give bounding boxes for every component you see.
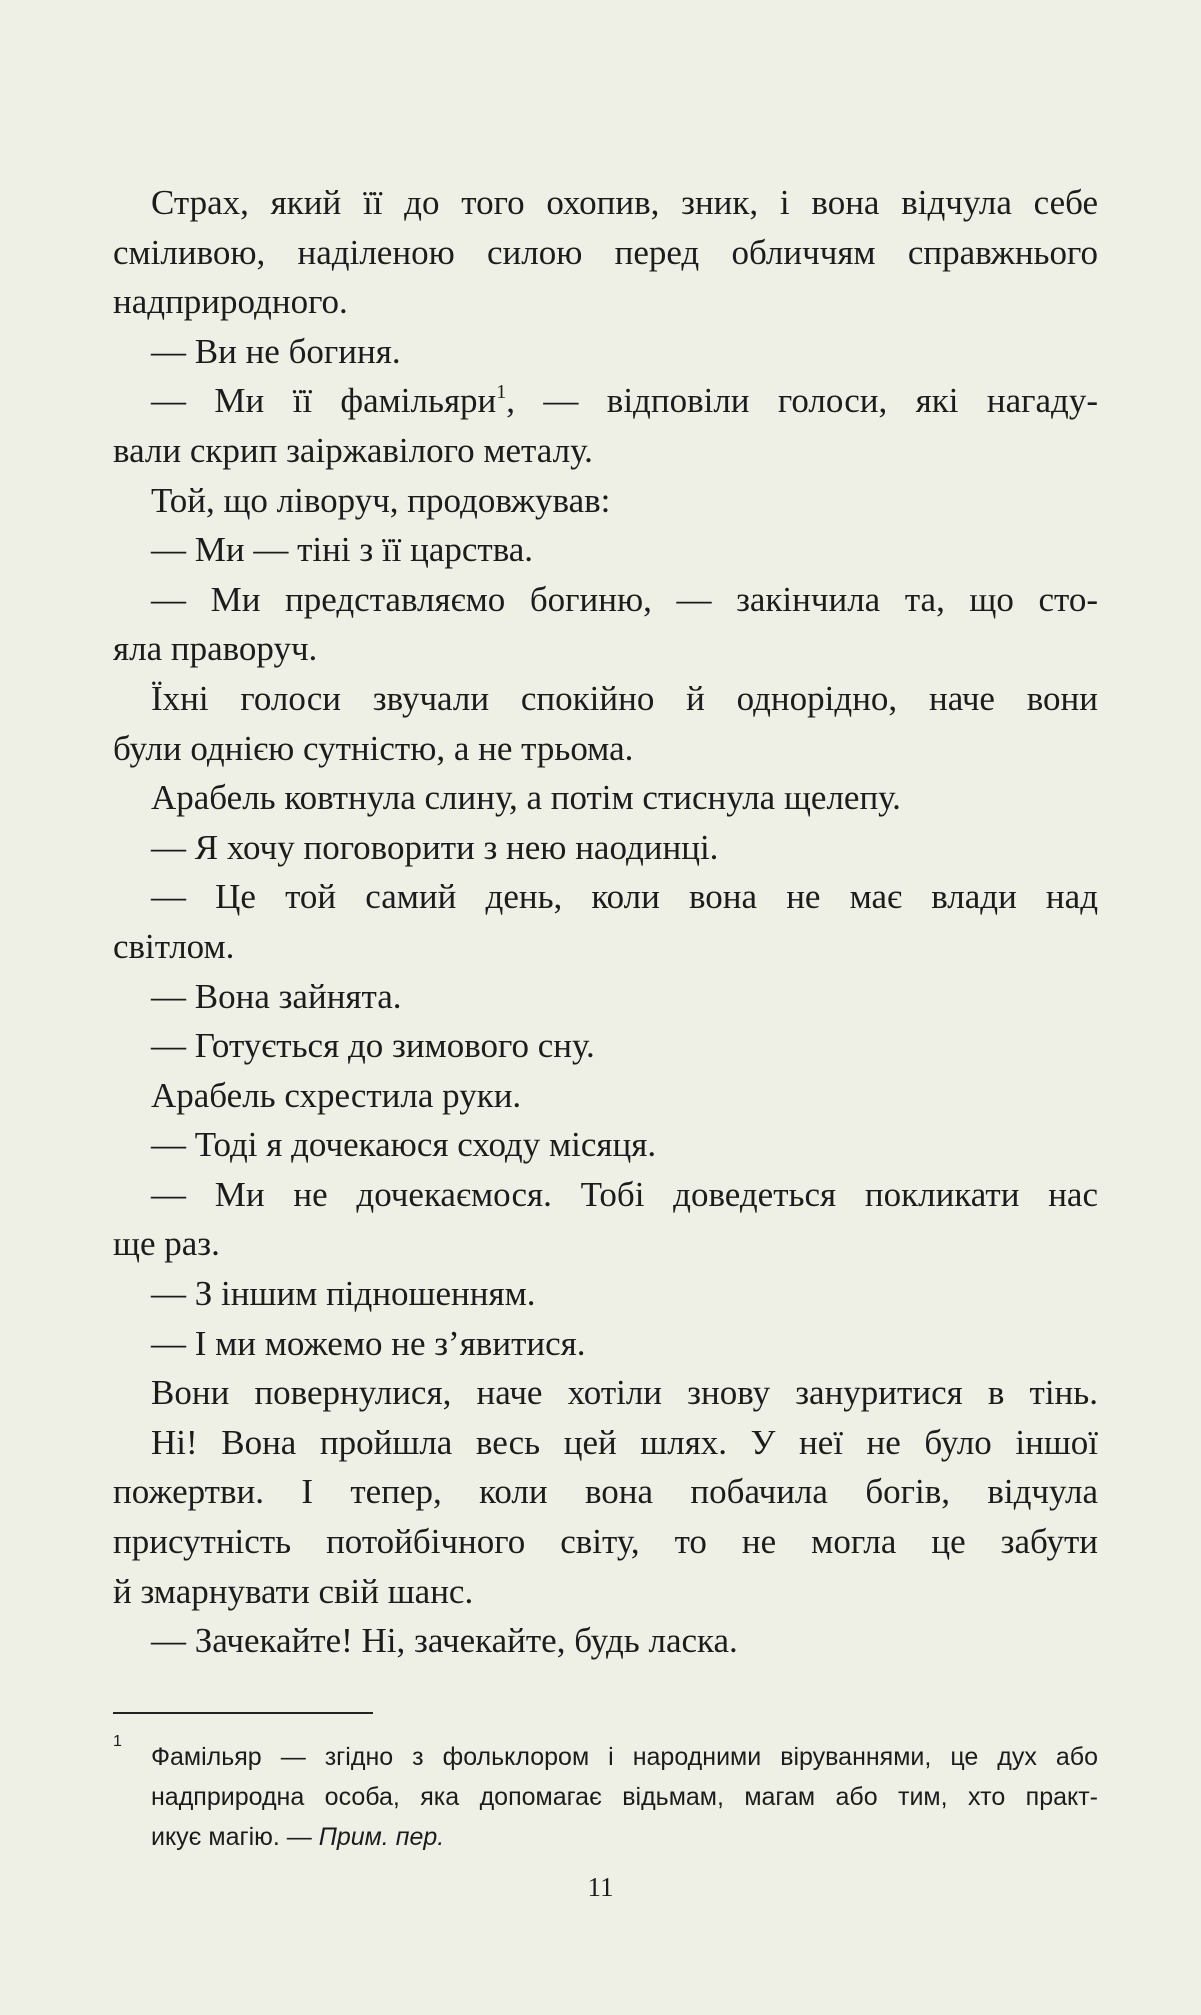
footnote-mark: 1 bbox=[113, 1733, 122, 1750]
text-line: й змарнувати свій шанс. bbox=[113, 1571, 474, 1611]
page-number: 11 bbox=[587, 1872, 614, 1902]
text-line: світлом. bbox=[113, 926, 235, 966]
text-line: сміливою, наділеною силою перед обличчям справжнього bbox=[113, 232, 1098, 272]
text-span: — Ми її фамільяри bbox=[151, 381, 497, 421]
text-line: пожертви. І тепер, коли вона побачила богів, відчула bbox=[113, 1472, 1098, 1512]
text-line: — Зачекайте! Ні, зачекайте, будь ласка. bbox=[151, 1621, 738, 1661]
text-line: Їхні голоси звучали спокійно й однорідно, наче вони bbox=[151, 678, 1098, 718]
footnote-text: икує магію. — bbox=[151, 1823, 319, 1851]
text-line: — Це той самий день, коли вона не має влади над bbox=[151, 877, 1098, 917]
text-line: — Ми не дочекаємося. Тобі доведеться покликати нас bbox=[151, 1174, 1098, 1214]
footnote-line: надприродна особа, яка допомагає відьмам, магам або тим, хто практ- bbox=[151, 1783, 1098, 1811]
text-line: Страх, який її до того охопив, зник, і вона відчула себе bbox=[151, 183, 1098, 222]
text-span: , — відповіли голоси, які нагаду- bbox=[506, 381, 1098, 421]
text-line: присутність потойбічного світу, то не могла це забути bbox=[113, 1522, 1098, 1562]
footnote-line bbox=[113, 1817, 1098, 1857]
footnote-reference: 1 bbox=[496, 381, 507, 404]
text-line: — Готується до зимового сну. bbox=[151, 1026, 595, 1066]
text-line: Арабель схрестила руки. bbox=[151, 1075, 522, 1115]
text-line: яла праворуч. bbox=[113, 629, 318, 669]
text-line: — Ми представляємо богиню, — закінчила та, що сто- bbox=[151, 579, 1098, 619]
text-line: — Вона зайнята. bbox=[151, 976, 402, 1016]
text-line: ще раз. bbox=[113, 1224, 220, 1264]
text-line bbox=[113, 376, 1098, 426]
footnote-line: Фамільяр — згідно з фольклором і народними віруваннями, це дух або bbox=[151, 1743, 1098, 1771]
text-line: Той, що ліворуч, продовжував: bbox=[151, 480, 611, 520]
text-line: — Я хочу поговорити з нею наодинці. bbox=[151, 827, 719, 867]
text-line: — Ви не богиня. bbox=[151, 331, 401, 371]
footnote bbox=[113, 1733, 1098, 1857]
footnote-divider bbox=[113, 1712, 373, 1714]
text-line: — І ми можемо не з’явитися. bbox=[151, 1323, 586, 1363]
text-line: вали скрип заіржавілого металу. bbox=[113, 430, 593, 470]
translator-note: Прим. пер. bbox=[318, 1823, 445, 1851]
text-line: — Тоді я дочекаюся сходу місяця. bbox=[151, 1125, 657, 1165]
text-line: надприродного. bbox=[113, 282, 348, 322]
text-line: Ні! Вона пройшла весь цей шлях. У неї не було іншої bbox=[151, 1422, 1098, 1462]
text-line: Вони повернулися, наче хотіли знову зануритися в тінь. bbox=[151, 1373, 1098, 1413]
text-line: Арабель ковтнула слину, а потім стиснула щелепу. bbox=[151, 778, 901, 818]
text-line: — Ми — тіні з її царства. bbox=[151, 530, 534, 570]
text-line: — З іншим підношенням. bbox=[151, 1274, 536, 1314]
book-page-body bbox=[113, 178, 1098, 1666]
text-line: були однією сутністю, а не трьома. bbox=[113, 728, 634, 768]
